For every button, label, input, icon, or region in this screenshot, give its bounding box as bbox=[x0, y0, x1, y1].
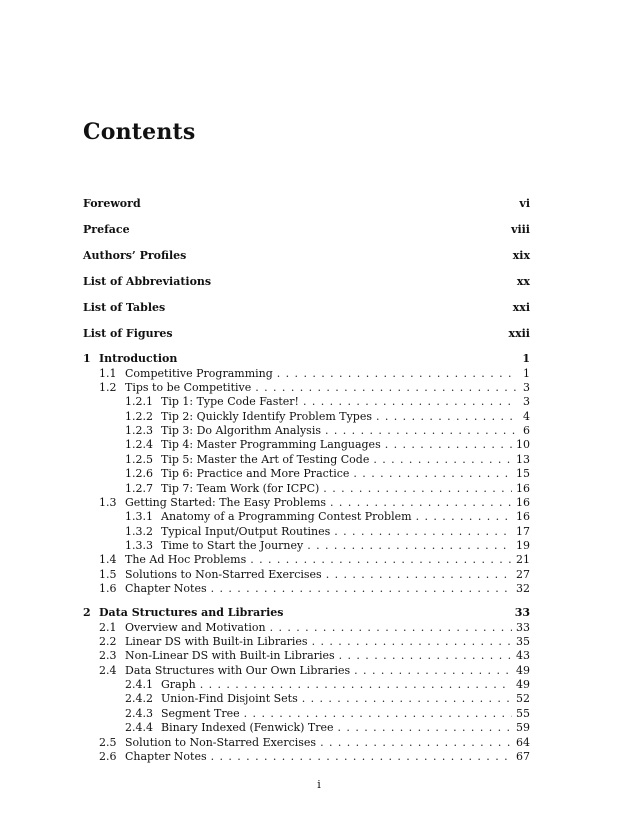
toc-entry-page: 32 bbox=[516, 582, 530, 595]
toc-entry-page: 3 bbox=[523, 395, 530, 408]
toc-entry-number: 1.4 bbox=[99, 553, 117, 566]
dot-leader bbox=[326, 568, 512, 581]
toc-entry-page: 16 bbox=[516, 496, 530, 509]
toc-front-list-of-figures[interactable] bbox=[83, 327, 530, 340]
toc-entry-title: The Ad Hoc Problems bbox=[125, 553, 247, 566]
dot-leader bbox=[312, 635, 512, 648]
toc-entry-page: 67 bbox=[516, 750, 530, 763]
toc-front-list-of-tables[interactable] bbox=[83, 301, 530, 314]
toc-front-foreword[interactable] bbox=[83, 197, 530, 210]
toc-chapter-title: Introduction bbox=[99, 352, 178, 365]
toc-entry-page: 49 bbox=[516, 664, 530, 677]
toc-chapter-1[interactable] bbox=[83, 352, 530, 365]
toc-subsection-1-2-1[interactable] bbox=[83, 395, 530, 408]
toc-entry-title: Segment Tree bbox=[161, 707, 240, 720]
toc-entry-title: Chapter Notes bbox=[125, 750, 207, 763]
dot-leader bbox=[353, 467, 512, 480]
toc-entry-title: Authors’ Profiles bbox=[83, 249, 187, 262]
toc-entry-title: Anatomy of a Programming Contest Problem bbox=[161, 510, 412, 523]
toc-entry-number: 1.1 bbox=[99, 367, 117, 380]
dot-leader bbox=[307, 539, 512, 552]
dot-leader bbox=[270, 621, 512, 634]
toc-subsection-1-3-3[interactable] bbox=[83, 539, 530, 552]
toc-entry-title: List of Tables bbox=[83, 301, 166, 314]
toc-entry-page: 15 bbox=[516, 467, 530, 480]
toc-entry-title: Chapter Notes bbox=[125, 582, 207, 595]
toc-entry-page: 49 bbox=[516, 678, 530, 691]
toc-entry-page: 21 bbox=[516, 553, 530, 566]
toc-entry-number: 2.4.4 bbox=[125, 721, 153, 734]
dot-leader bbox=[277, 367, 516, 380]
toc-entry-title: Tips to be Competitive bbox=[125, 381, 252, 394]
toc-entry-number: 1.3.3 bbox=[125, 539, 153, 552]
toc-entry-page: xxii bbox=[508, 327, 530, 340]
toc-entry-number: 1.6 bbox=[99, 582, 117, 595]
dot-leader bbox=[250, 553, 512, 566]
toc-entry-number: 1.2.6 bbox=[125, 467, 153, 480]
toc-entry-number: 2.5 bbox=[99, 736, 117, 749]
toc-entry-page: 13 bbox=[516, 453, 530, 466]
dot-leader bbox=[338, 721, 512, 734]
toc-entry-number: 2.4 bbox=[99, 664, 117, 677]
page-title: Contents bbox=[83, 119, 196, 145]
toc-subsection-1-3-2[interactable] bbox=[83, 525, 530, 538]
toc-chapter-number: 1 bbox=[83, 352, 91, 365]
toc-entry-title: Binary Indexed (Fenwick) Tree bbox=[161, 721, 334, 734]
toc-subsection-1-2-5[interactable] bbox=[83, 453, 530, 466]
toc-section-2-6[interactable] bbox=[83, 750, 530, 763]
toc-entry-page: 6 bbox=[523, 424, 530, 437]
toc-entry-title: Solutions to Non-Starred Exercises bbox=[125, 568, 322, 581]
toc-entry-title: Time to Start the Journey bbox=[161, 539, 304, 552]
toc-entry-title: Competitive Programming bbox=[125, 367, 273, 380]
toc-front-authors-profiles[interactable] bbox=[83, 249, 530, 262]
toc-entry-title: Graph bbox=[161, 678, 196, 691]
toc-entry-title: Tip 1: Type Code Faster! bbox=[161, 395, 299, 408]
dot-leader bbox=[211, 750, 512, 763]
dot-leader bbox=[302, 692, 512, 705]
toc-section-2-4[interactable] bbox=[83, 664, 530, 677]
toc-entry-number: 1.2.7 bbox=[125, 482, 153, 495]
toc-entry-page: xix bbox=[512, 249, 530, 262]
toc-entry-page: 17 bbox=[516, 525, 530, 538]
toc-chapter-page: 33 bbox=[514, 606, 530, 619]
toc-entry-page: viii bbox=[511, 223, 530, 236]
toc-entry-number: 1.5 bbox=[99, 568, 117, 581]
toc-entry-title: Typical Input/Output Routines bbox=[161, 525, 331, 538]
toc-entry-page: 16 bbox=[516, 510, 530, 523]
dot-leader bbox=[325, 424, 516, 437]
toc-entry-page: 4 bbox=[523, 410, 530, 423]
toc-entry-number: 2.4.1 bbox=[125, 678, 153, 691]
toc-section-1-6[interactable] bbox=[83, 582, 530, 595]
toc-subsection-1-2-4[interactable] bbox=[83, 438, 530, 451]
toc-entry-title: Tip 5: Master the Art of Testing Code bbox=[161, 453, 370, 466]
toc-entry-title: Non-Linear DS with Built-in Libraries bbox=[125, 649, 335, 662]
toc-section-1-3[interactable] bbox=[83, 496, 530, 509]
toc-chapter-number: 2 bbox=[83, 606, 91, 619]
toc-entry-page: 27 bbox=[516, 568, 530, 581]
dot-leader bbox=[330, 496, 512, 509]
dot-leader bbox=[211, 582, 512, 595]
toc-entry-number: 2.3 bbox=[99, 649, 117, 662]
toc-entry-page: vi bbox=[519, 197, 530, 210]
toc-section-2-1[interactable] bbox=[83, 621, 530, 634]
toc-entry-page: 19 bbox=[516, 539, 530, 552]
dot-leader bbox=[323, 482, 512, 495]
toc-entry-page: xx bbox=[516, 275, 530, 288]
toc-entry-number: 1.3.1 bbox=[125, 510, 153, 523]
dot-leader bbox=[244, 707, 512, 720]
toc-section-1-4[interactable] bbox=[83, 553, 530, 566]
toc-entry-title: Tip 2: Quickly Identify Problem Types bbox=[161, 410, 372, 423]
toc-entry-title: List of Figures bbox=[83, 327, 173, 340]
toc-front-preface[interactable] bbox=[83, 223, 530, 236]
toc-chapter-2[interactable] bbox=[83, 606, 530, 619]
toc-entry-page: 59 bbox=[516, 721, 530, 734]
toc-entry-number: 2.1 bbox=[99, 621, 117, 634]
toc-entry-page: 33 bbox=[516, 621, 530, 634]
toc-entry-title: Tip 4: Master Programming Languages bbox=[161, 438, 381, 451]
toc-entry-number: 2.2 bbox=[99, 635, 117, 648]
toc-chapter-title: Data Structures and Libraries bbox=[99, 606, 284, 619]
toc-entry-title: Data Structures with Our Own Libraries bbox=[125, 664, 351, 677]
toc-entry-title: Solution to Non-Starred Exercises bbox=[125, 736, 317, 749]
toc-entry-number: 2.4.2 bbox=[125, 692, 153, 705]
toc-entry-title: Tip 3: Do Algorithm Analysis bbox=[161, 424, 321, 437]
toc-section-1-5[interactable] bbox=[83, 568, 530, 581]
dot-leader bbox=[200, 678, 512, 691]
toc-entry-page: 16 bbox=[516, 482, 530, 495]
toc-front-list-of-abbreviations[interactable] bbox=[83, 275, 530, 288]
dot-leader bbox=[376, 410, 516, 423]
toc-entry-title: Tip 7: Team Work (for ICPC) bbox=[161, 482, 320, 495]
toc-entry-number: 1.2.1 bbox=[125, 395, 153, 408]
toc-entry-title: Getting Started: The Easy Problems bbox=[125, 496, 327, 509]
toc-entry-title: Foreword bbox=[83, 197, 141, 210]
toc-subsection-1-2-2[interactable] bbox=[83, 410, 530, 423]
toc-entry-title: Linear DS with Built-in Libraries bbox=[125, 635, 308, 648]
toc-subsection-1-2-6[interactable] bbox=[83, 467, 530, 480]
toc-entry-title: Overview and Motivation bbox=[125, 621, 266, 634]
toc-entry-page: 52 bbox=[516, 692, 530, 705]
toc-subsection-2-4-3[interactable] bbox=[83, 707, 530, 720]
dot-leader bbox=[334, 525, 512, 538]
toc-entry-page: 3 bbox=[523, 381, 530, 394]
toc-subsection-1-2-7[interactable] bbox=[83, 482, 530, 495]
toc-entry-number: 1.2 bbox=[99, 381, 117, 394]
toc-entry-number: 1.2.2 bbox=[125, 410, 153, 423]
dot-leader bbox=[373, 453, 512, 466]
toc-entry-number: 1.2.5 bbox=[125, 453, 153, 466]
toc-entry-page: 43 bbox=[516, 649, 530, 662]
toc-entry-number: 1.3 bbox=[99, 496, 117, 509]
toc-section-2-3[interactable] bbox=[83, 649, 530, 662]
toc-entry-number: 2.6 bbox=[99, 750, 117, 763]
toc-entry-page: 10 bbox=[516, 438, 530, 451]
toc-entry-number: 1.3.2 bbox=[125, 525, 153, 538]
toc-subsection-2-4-1[interactable] bbox=[83, 678, 530, 691]
toc-entry-page: xxi bbox=[512, 301, 530, 314]
toc-entry-number: 1.2.4 bbox=[125, 438, 153, 451]
toc-entry-page: 64 bbox=[516, 736, 530, 749]
dot-leader bbox=[339, 649, 512, 662]
toc-subsection-1-3-1[interactable] bbox=[83, 510, 530, 523]
toc-chapter-page: 1 bbox=[522, 352, 530, 365]
toc-entry-page: 1 bbox=[523, 367, 530, 380]
toc-section-1-2[interactable] bbox=[83, 381, 530, 394]
toc-entry-page: 55 bbox=[516, 707, 530, 720]
toc-entry-title: Union-Find Disjoint Sets bbox=[161, 692, 298, 705]
page-number: i bbox=[317, 778, 321, 791]
dot-leader bbox=[354, 664, 512, 677]
toc-entry-page: 35 bbox=[516, 635, 530, 648]
toc-subsection-1-2-3[interactable] bbox=[83, 424, 530, 437]
toc-entry-number: 2.4.3 bbox=[125, 707, 153, 720]
dot-leader bbox=[320, 736, 512, 749]
dot-leader bbox=[385, 438, 512, 451]
toc-subsection-2-4-2[interactable] bbox=[83, 692, 530, 705]
toc-section-2-5[interactable] bbox=[83, 736, 530, 749]
dot-leader bbox=[303, 395, 516, 408]
toc-entry-title: Preface bbox=[83, 223, 130, 236]
dot-leader bbox=[416, 510, 512, 523]
toc-entry-title: Tip 6: Practice and More Practice bbox=[161, 467, 350, 480]
toc-entry-title: List of Abbreviations bbox=[83, 275, 212, 288]
toc-section-2-2[interactable] bbox=[83, 635, 530, 648]
toc-entry-number: 1.2.3 bbox=[125, 424, 153, 437]
dot-leader bbox=[255, 381, 516, 394]
toc-section-1-1[interactable] bbox=[83, 367, 530, 380]
toc-subsection-2-4-4[interactable] bbox=[83, 721, 530, 734]
